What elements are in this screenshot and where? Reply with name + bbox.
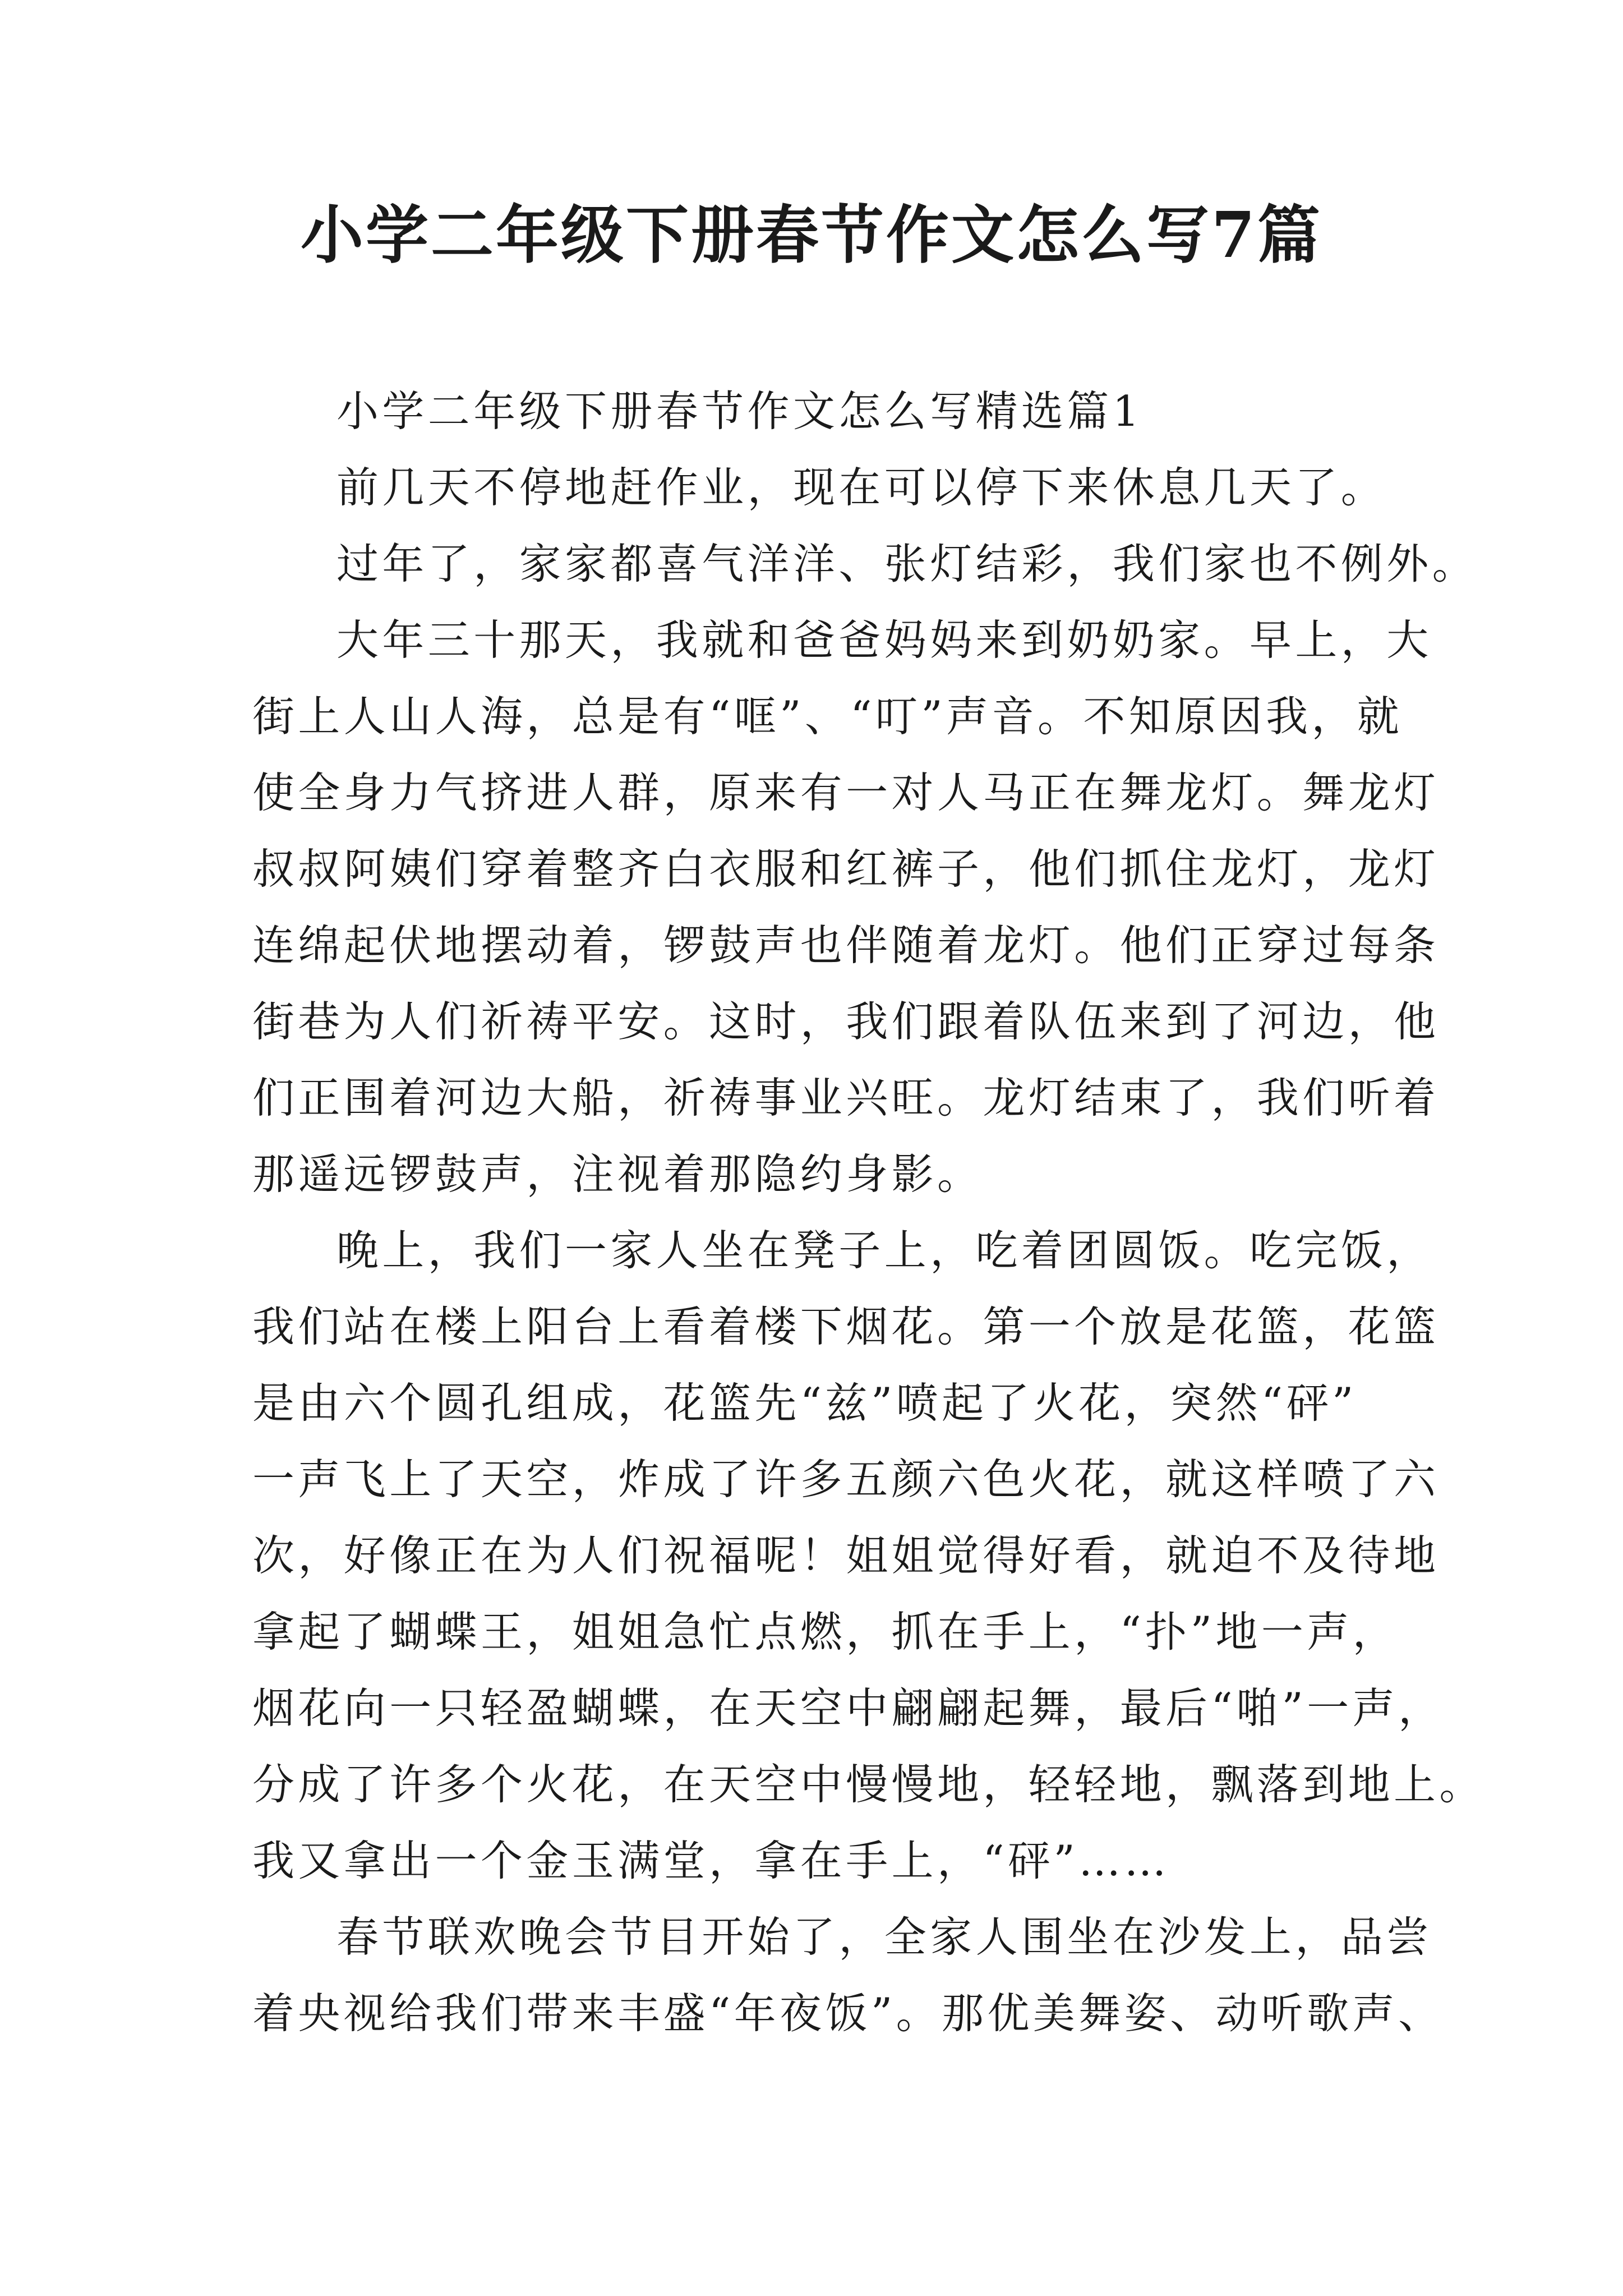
paragraph-first-line: 小学二年级下册春节作文怎么写精选篇1 <box>336 386 1143 436</box>
paragraph-line: 叔叔阿姨们穿着整齐白衣服和红裤子，他们抓住龙灯，龙灯 <box>252 844 1440 894</box>
paragraph-first-line: 晚上，我们一家人坐在凳子上，吃着团圆饭。吃完饭， <box>336 1226 1432 1275</box>
paragraph-first-line: 过年了，家家都喜气洋洋、张灯结彩，我们家也不例外。 <box>336 539 1478 588</box>
paragraph-first-line: 春节联欢晚会节目开始了，全家人围坐在沙发上，品尝 <box>336 1912 1432 1962</box>
paragraph-line: 街上人山人海，总是有“哐”、“叮”声音。不知原因我，就 <box>252 692 1403 741</box>
paragraph-line: 那遥远锣鼓声，注视着那隐约身影。 <box>252 1149 983 1199</box>
paragraph-line: 是由六个圆孔组成，花篮先“兹”喷起了火花，突然“砰” <box>252 1378 1357 1428</box>
paragraph-line: 使全身力气挤进人群，原来有一对人马正在舞龙灯。舞龙灯 <box>252 768 1440 817</box>
document-body <box>252 373 1485 2051</box>
paragraph-line: 分成了许多个火花，在天空中慢慢地，轻轻地，飘落到地上。 <box>252 1760 1485 1809</box>
paragraph-line: 街巷为人们祈祷平安。这时，我们跟着队伍来到了河边，他 <box>252 997 1440 1046</box>
paragraph-line: 着央视给我们带来丰盛“年夜饭”。那优美舞姿、动听歌声、 <box>252 1989 1444 2038</box>
paragraph-line: 拿起了蝴蝶王，姐姐急忙点燃，抓在手上，“扑”地一声， <box>252 1607 1399 1657</box>
paragraph-line: 烟花向一只轻盈蝴蝶，在天空中翩翩起舞，最后“啪”一声， <box>252 1683 1444 1733</box>
paragraph-line: 们正围着河边大船，祈祷事业兴旺。龙灯结束了，我们听着 <box>252 1073 1440 1122</box>
paragraph-line: 一声飞上了天空，炸成了许多五颜六色火花，就这样喷了六 <box>252 1455 1440 1504</box>
paragraph-line: 我又拿出一个金玉满堂，拿在手上，“砰”…… <box>252 1836 1170 1885</box>
document-title: 小学二年级下册春节作文怎么写7篇 <box>301 199 1322 272</box>
paragraph-line: 次，好像正在为人们祝福呢！姐姐觉得好看，就迫不及待地 <box>252 1531 1440 1580</box>
paragraph-line: 我们站在楼上阳台上看着楼下烟花。第一个放是花篮，花篮 <box>252 1302 1440 1351</box>
paragraph-line: 连绵起伏地摆动着，锣鼓声也伴随着龙灯。他们正穿过每条 <box>252 921 1440 970</box>
paragraph-first-line: 前几天不停地赶作业，现在可以停下来休息几天了。 <box>336 463 1387 512</box>
paragraph-first-line: 大年三十那天，我就和爸爸妈妈来到奶奶家。早上，大 <box>336 615 1432 665</box>
